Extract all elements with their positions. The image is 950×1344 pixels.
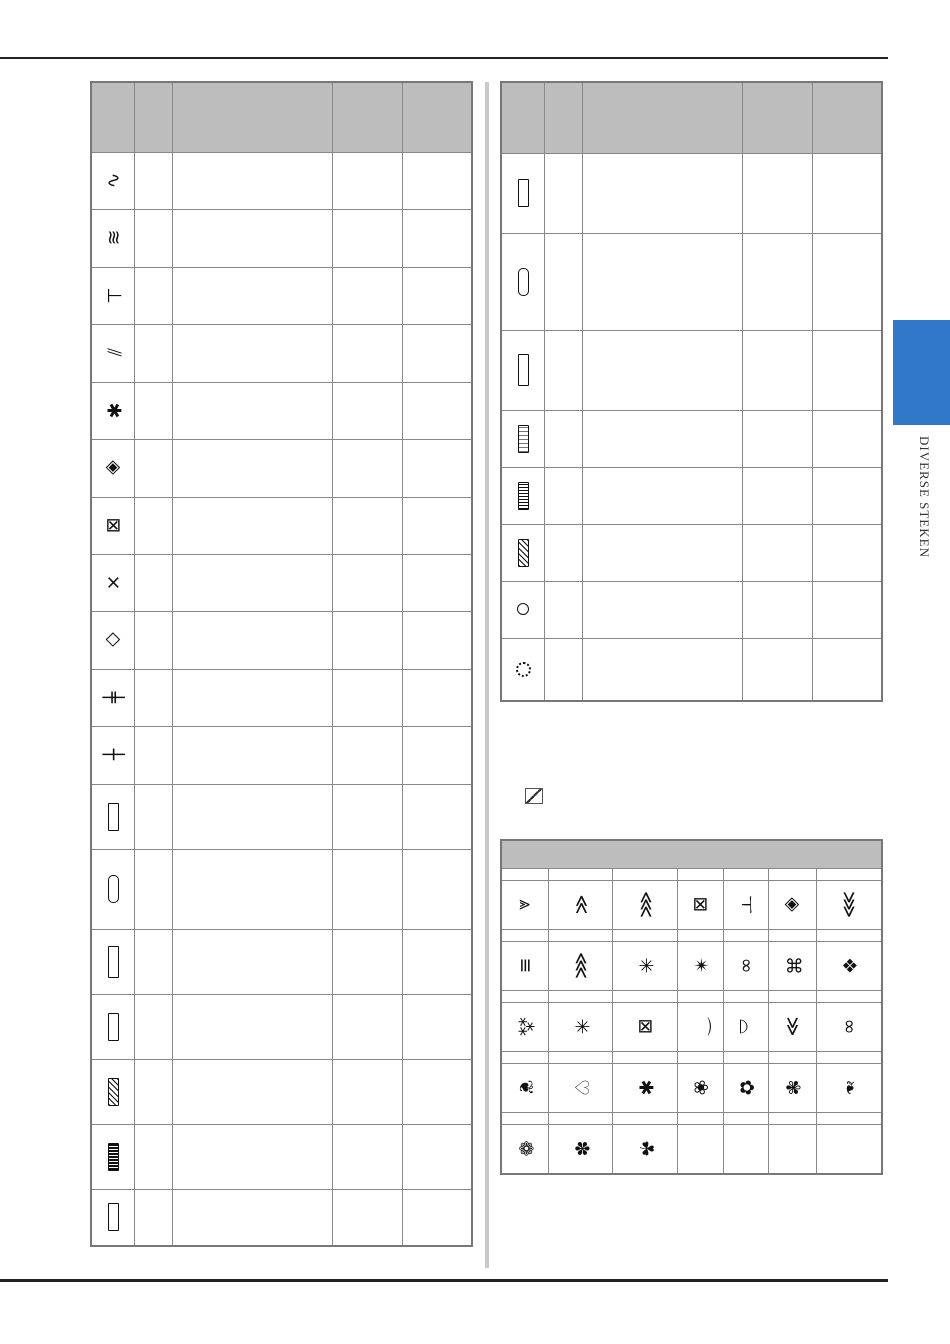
- stitch-pattern-icon[interactable]: ❦: [514, 1079, 537, 1095]
- grid-row: [501, 1124, 882, 1174]
- grid-label-row: [501, 868, 882, 880]
- buttonhole-satin-icon: [108, 1143, 119, 1171]
- table-row: [501, 581, 882, 638]
- bottom-rule: [0, 1279, 888, 1282]
- stitch-pattern-grid: [500, 839, 883, 1175]
- stitch-pattern-icon[interactable]: ✴: [689, 957, 712, 973]
- table-row: [91, 849, 472, 929]
- stitch-pattern-icon[interactable]: ≫: [781, 1016, 804, 1036]
- grid-row: [501, 1063, 882, 1112]
- diamond-chain-icon: ◈: [102, 460, 125, 475]
- table-row: [91, 439, 472, 497]
- blanket-stitch-icon: ⊥: [102, 286, 125, 304]
- table-row: [91, 726, 472, 784]
- buttonhole-square-icon: [108, 803, 119, 831]
- table-row: [501, 467, 882, 524]
- ladder-stitch-icon: ╪: [102, 691, 125, 703]
- table-row: [501, 638, 882, 701]
- stitch-pattern-icon[interactable]: ❧: [838, 1079, 861, 1095]
- chapter-tab-label: DIVERSE STEKEN: [917, 436, 932, 558]
- star-stitch-icon: ✱: [102, 402, 125, 418]
- stitch-pattern-icon[interactable]: ✳: [634, 957, 657, 973]
- stitch-pattern-icon[interactable]: ⌓: [735, 1018, 758, 1034]
- stitch-pattern-icon[interactable]: ∞: [735, 957, 758, 973]
- bartack-icon: [518, 539, 529, 567]
- stitch-pattern-icon[interactable]: ⌒: [689, 1016, 712, 1036]
- header-cell: [333, 82, 403, 152]
- buttonhole-keyhole-icon: [108, 946, 119, 978]
- stitch-pattern-icon[interactable]: ☘: [634, 1139, 657, 1157]
- eyelet-icon: [517, 603, 529, 615]
- table-row: [91, 1059, 472, 1124]
- stitch-reverse-icon: [525, 788, 543, 804]
- table-row: [91, 994, 472, 1059]
- table-row: [91, 267, 472, 324]
- buttonhole-round-icon: [518, 268, 529, 296]
- table-row: [91, 784, 472, 849]
- chapter-tab[interactable]: [893, 320, 950, 425]
- buttonhole-keyhole-icon: [518, 354, 529, 386]
- table-row: [91, 497, 472, 554]
- buttonhole-square-icon: [518, 179, 529, 207]
- stitch-pattern-icon[interactable]: ⋙: [838, 890, 861, 918]
- grid-row: [501, 941, 882, 990]
- header-cell: [545, 82, 583, 153]
- stitch-pattern-icon[interactable]: ✾: [781, 1079, 804, 1095]
- stitch-pattern-icon[interactable]: ♡: [570, 1078, 593, 1096]
- grid-label-row: [501, 1112, 882, 1124]
- table-row: [91, 929, 472, 994]
- stitch-pattern-icon[interactable]: ⌘: [781, 955, 804, 975]
- grid-label-row: [501, 990, 882, 1002]
- stitch-pattern-icon[interactable]: ㅜ: [735, 894, 758, 914]
- header-cell: [402, 82, 472, 152]
- header-cell: [135, 82, 173, 152]
- table-row: [91, 611, 472, 669]
- note-icon-wrap: [525, 787, 543, 805]
- table-row: [91, 1124, 472, 1189]
- table-row: [501, 233, 882, 330]
- table-header: [91, 82, 472, 152]
- header-cell: [173, 82, 333, 152]
- stitch-pattern-icon[interactable]: ❀: [689, 1079, 712, 1095]
- grid-row: [501, 880, 882, 929]
- grid-label-row: [501, 929, 882, 941]
- stitch-pattern-icon[interactable]: ❁: [514, 1140, 537, 1156]
- buttonhole-zigzag-icon: [108, 1078, 119, 1106]
- table-row: [91, 209, 472, 267]
- table-row: [91, 1189, 472, 1246]
- darning-light-icon: [518, 425, 529, 453]
- buttonhole-empty-icon: [108, 1203, 119, 1231]
- table-header: [501, 82, 882, 153]
- table-row: [501, 410, 882, 467]
- stitch-pattern-icon[interactable]: ⋘: [634, 890, 657, 918]
- table-row: [91, 324, 472, 382]
- eyelet-ring-icon: [516, 662, 531, 677]
- stitch-pattern-icon[interactable]: ⩓: [514, 898, 537, 910]
- table-row: [501, 330, 882, 410]
- slant-stitch-icon: ⫽: [102, 348, 125, 357]
- stitch-pattern-icon[interactable]: ∞: [838, 1018, 861, 1034]
- stitch-pattern-icon[interactable]: ✽: [570, 1140, 593, 1156]
- stitch-pattern-icon[interactable]: ✳: [570, 1018, 593, 1034]
- stitch-pattern-icon[interactable]: ⋘: [570, 951, 592, 979]
- column-divider: [485, 82, 489, 1268]
- header-cell: [812, 82, 882, 153]
- top-rule: [0, 57, 888, 59]
- diamond-lattice-icon: ◇: [102, 632, 125, 647]
- buttonhole-plain-icon: [108, 1013, 119, 1041]
- hem-ladder-icon: ┼: [102, 748, 125, 761]
- table-row: [91, 382, 472, 439]
- header-cell: [91, 82, 135, 152]
- stitch-table-left: [90, 81, 473, 1247]
- buttonhole-round-icon: [108, 875, 119, 903]
- table-row: [91, 554, 472, 611]
- header-cell: [501, 82, 545, 153]
- table-row: [91, 669, 472, 726]
- zigzag-dense-icon: ≋: [102, 229, 125, 246]
- darning-dense-icon: [518, 482, 529, 510]
- grid-header: [501, 840, 882, 868]
- table-row: [501, 153, 882, 233]
- grid-row: [501, 1002, 882, 1051]
- box-zigzag-icon: ⊠: [102, 517, 125, 533]
- stitch-pattern-icon[interactable]: ✿: [735, 1079, 758, 1095]
- wave-stitch-icon: ∿: [102, 172, 125, 188]
- cross-stitch-icon: ×: [102, 574, 125, 590]
- stitch-pattern-icon[interactable]: ❖: [838, 956, 861, 974]
- table-row: [91, 152, 472, 209]
- stitch-pattern-icon[interactable]: ≡: [514, 957, 537, 973]
- header-cell: [583, 82, 743, 153]
- grid-header-cell: [501, 840, 882, 868]
- stitch-pattern-icon[interactable]: ✱: [634, 1079, 657, 1095]
- grid-label-row: [501, 1051, 882, 1063]
- stitch-pattern-icon[interactable]: ≪: [570, 894, 593, 914]
- stitch-pattern-icon[interactable]: ◈: [781, 896, 804, 912]
- stitch-pattern-icon[interactable]: ⁂: [514, 1016, 537, 1036]
- stitch-table-right: [500, 81, 883, 702]
- stitch-pattern-icon[interactable]: ⊠: [689, 896, 712, 912]
- stitch-pattern-icon[interactable]: ⊠: [634, 1018, 657, 1034]
- table-row: [501, 524, 882, 581]
- header-cell: [743, 82, 813, 153]
